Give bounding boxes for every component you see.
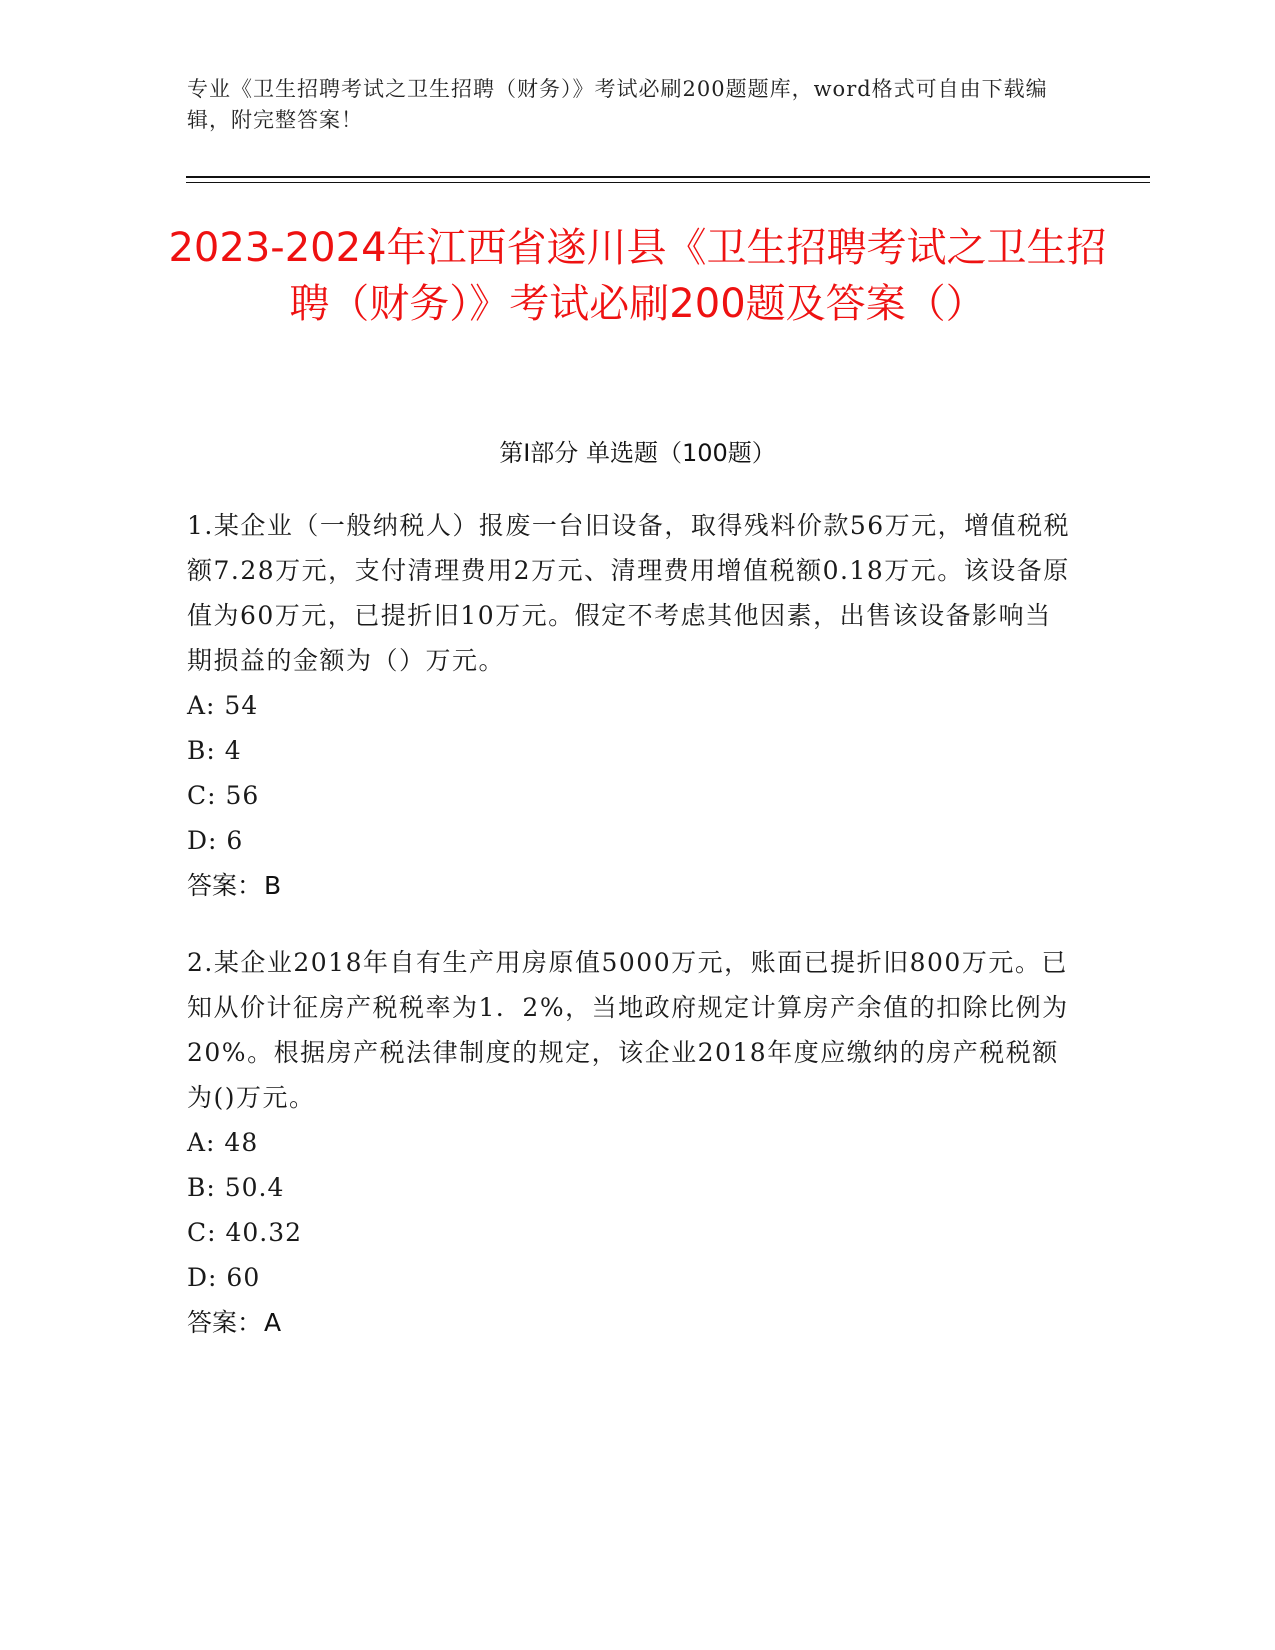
answer-value: B <box>264 871 282 900</box>
option-d: D: 60 <box>187 1263 261 1292</box>
question-2 <box>187 940 1077 1345</box>
option-c: C: 40.32 <box>187 1218 303 1247</box>
document-title: 2023-2024年江西省遂川县《卫生招聘考试之卫生招聘（财务）》考试必刷200题及答案（） <box>168 225 1107 327</box>
option-b: B: 50.4 <box>187 1173 285 1202</box>
option-b: B: 4 <box>187 736 242 765</box>
answer-label: 答案： <box>187 1308 263 1337</box>
question-1 <box>187 503 1077 908</box>
header-divider-thick <box>186 176 1150 178</box>
answer-line <box>187 1300 1077 1345</box>
header-note: 专业《卫生招聘考试之卫生招聘（财务）》考试必刷200题题库，word格式可自由下载编辑，附完整答案！ <box>187 77 1048 132</box>
header-divider-thin <box>186 182 1150 183</box>
section-heading: 第Ⅰ部分 单选题（100题） <box>499 439 776 467</box>
option-c: C: 56 <box>187 781 260 810</box>
answer-line <box>187 863 1077 908</box>
option-d: D: 6 <box>187 826 244 855</box>
option-a: A: 54 <box>187 691 259 720</box>
question-stem: 2.某企业2018年自有生产用房原值5000万元，账面已提折旧800万元。已知从价计征房产税税率为1．2%，当地政府规定计算房产余值的扣除比例为20%。根据房产税法律制度的规定，该企业2018年度应缴纳的房产税税额为()万元。 <box>187 948 1069 1112</box>
answer-value: A <box>264 1308 282 1337</box>
question-stem: 1.某企业（一般纳税人）报废一台旧设备，取得残料价款56万元，增值税税额7.28万元，支付清理费用2万元、清理费用增值税额0.18万元。该设备原值为60万元，已提折旧10万元。假定不考虑其他因素，出售该设备影响当期损益的金额为（）万元。 <box>187 511 1071 675</box>
answer-label: 答案： <box>187 871 263 900</box>
option-a: A: 48 <box>187 1128 259 1157</box>
